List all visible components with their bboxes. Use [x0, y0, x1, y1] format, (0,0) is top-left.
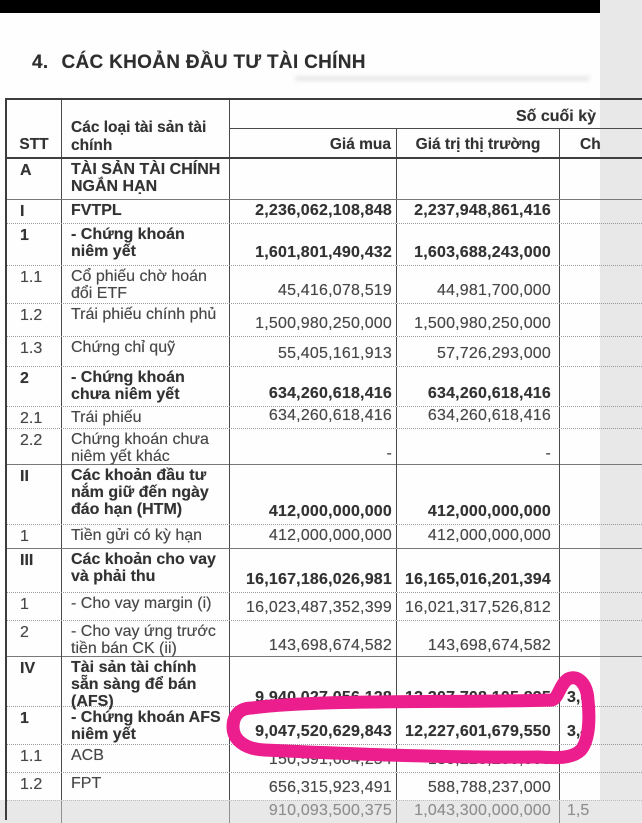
cell-market-value-text: 2,237,948,861,416	[414, 202, 551, 219]
cell-purchase-price	[230, 337, 397, 366]
table-row	[7, 744, 642, 772]
cell-market-value-text: 130,228,200,000	[427, 751, 551, 768]
cell-purchase-price	[230, 773, 397, 800]
cell-market-value	[397, 657, 560, 710]
cell-purchase-price	[230, 304, 397, 336]
scan-black-bar	[0, 0, 600, 13]
cell-market-value	[397, 159, 560, 199]
cell-market-value-text: 412,000,000,000	[427, 503, 551, 520]
table-row	[7, 159, 642, 199]
cell-stt-text: 1	[20, 596, 29, 613]
cell-purchase-price-text: 2,236,062,108,848	[255, 202, 392, 219]
cell-market-value-text: 143,698,674,582	[427, 636, 551, 654]
cell-stt-text: 1.1	[20, 748, 43, 765]
cell-asset-name	[62, 200, 230, 223]
cell-market-value	[397, 745, 560, 772]
cell-diff-clipped	[560, 465, 642, 524]
cell-diff-clipped	[560, 304, 642, 336]
cell-stt-text: 1.2	[20, 307, 43, 324]
cell-diff-clipped	[560, 549, 642, 592]
cell-asset-name-text: Trái phiếu	[71, 409, 142, 426]
cell-diff-clipped	[560, 773, 642, 800]
header-period-group	[230, 100, 642, 157]
cell-purchase-price	[230, 801, 397, 823]
cell-diff-clipped	[560, 745, 642, 772]
cell-market-value-text: 57,726,293,000	[436, 345, 551, 362]
cell-stt	[7, 525, 62, 548]
cell-purchase-price-text: 150,591,684,254	[268, 751, 392, 768]
cell-diff-clipped-text: 1,5	[567, 802, 590, 819]
cell-market-value	[397, 266, 560, 303]
cell-market-value	[397, 801, 560, 823]
cell-market-value-text: -	[545, 444, 551, 462]
cell-stt	[7, 549, 62, 592]
cell-stt	[7, 159, 62, 199]
cell-market-value-text: 1,043,300,000,000	[414, 802, 551, 819]
table-header	[7, 100, 642, 159]
cell-market-value	[397, 337, 560, 366]
cell-market-value-text: 1,500,980,250,000	[414, 315, 551, 332]
cell-diff-clipped	[560, 593, 642, 620]
cell-purchase-price-text: 634,260,618,416	[268, 385, 392, 402]
cell-market-value-text: 588,788,237,000	[427, 779, 551, 796]
cell-asset-name	[62, 801, 230, 823]
cell-market-value-text: 1,603,688,243,000	[414, 244, 551, 261]
table-row	[7, 336, 642, 366]
cell-asset-name-text: Tài sản tài chính sẵn sàng để bán (AFS)	[71, 659, 197, 710]
cell-market-value	[397, 707, 560, 744]
cell-purchase-price-text: 1,601,801,490,432	[255, 244, 392, 261]
cell-market-value	[397, 549, 560, 592]
cell-purchase-price	[230, 621, 397, 658]
table-row	[7, 772, 642, 800]
cell-purchase-price-text: 143,698,674,582	[268, 636, 392, 654]
cell-stt	[7, 337, 62, 366]
cell-asset-name-text: Cổ phiếu chờ hoán đổi ETF	[71, 268, 207, 302]
cell-stt-text: II	[20, 468, 29, 485]
section-title	[32, 52, 366, 74]
cell-purchase-price-text: 656,315,923,491	[268, 779, 392, 796]
cell-stt-text: 1.3	[20, 340, 43, 357]
cell-stt-text: I	[20, 203, 25, 220]
cell-purchase-price	[230, 159, 397, 199]
cell-asset-name	[62, 773, 230, 800]
cell-market-value	[397, 593, 560, 620]
cell-stt	[7, 773, 62, 800]
table-row	[7, 428, 642, 464]
cell-diff-clipped	[560, 429, 642, 466]
cell-purchase-price-text: 1,500,980,250,000	[255, 315, 392, 332]
cell-stt	[7, 429, 62, 466]
cell-asset-name-text: TÀI SẢN TÀI CHÍNH NGẮN HẠN	[71, 161, 221, 195]
cell-stt	[7, 266, 62, 303]
cell-asset-name	[62, 707, 230, 744]
table-row	[7, 223, 642, 265]
header-diff-clipped: Ch	[580, 136, 601, 153]
cell-stt	[7, 224, 62, 265]
cell-asset-name-text: - Cho vay ứng trước tiền bán CK (ii)	[71, 623, 216, 657]
cell-purchase-price-text: 16,167,186,026,981	[246, 571, 392, 588]
cell-asset-name-text: - Chứng khoán AFS niêm yết	[71, 709, 221, 743]
cell-diff-clipped	[560, 707, 642, 744]
cell-asset-name-text: Chứng chỉ quỹ	[71, 339, 176, 356]
cell-asset-name-text: ACB	[71, 747, 104, 764]
cell-asset-name	[62, 367, 230, 406]
cell-asset-name	[62, 621, 230, 658]
table-row	[7, 199, 642, 223]
cell-market-value	[397, 465, 560, 524]
cell-asset-name	[62, 337, 230, 366]
investments-table	[5, 98, 642, 820]
cell-diff-clipped	[560, 159, 642, 199]
cell-stt	[7, 593, 62, 620]
cell-asset-name	[62, 304, 230, 336]
cell-asset-name	[62, 525, 230, 548]
cell-market-value	[397, 525, 560, 548]
cell-diff-clipped	[560, 657, 642, 710]
scan-black-bar-rect	[0, 0, 600, 13]
cell-market-value	[397, 429, 560, 466]
table-row	[7, 592, 642, 620]
cell-stt	[7, 657, 62, 710]
header-market-value: Giá trị thị trường	[397, 129, 560, 157]
cell-asset-name-text: Trái phiếu chính phủ	[71, 306, 217, 323]
cell-purchase-price	[230, 224, 397, 265]
cell-stt-text: 1	[20, 710, 29, 727]
table-row	[7, 303, 642, 336]
cell-diff-clipped	[560, 224, 642, 265]
cell-stt-text: IV	[20, 660, 36, 677]
cell-diff-clipped	[560, 525, 642, 548]
header-subcolumns	[230, 129, 642, 157]
cell-market-value	[397, 621, 560, 658]
cell-purchase-price-text: 910,093,500,375	[268, 802, 392, 819]
cell-stt	[7, 407, 62, 428]
cell-asset-name	[62, 159, 230, 199]
cell-diff-clipped	[560, 407, 642, 428]
cell-purchase-price	[230, 707, 397, 744]
table-row	[7, 548, 642, 592]
cell-market-value	[397, 224, 560, 265]
table-row	[7, 620, 642, 656]
cell-asset-name-text: - Cho vay margin (i)	[71, 595, 212, 612]
table-row	[7, 265, 642, 303]
cell-stt	[7, 745, 62, 772]
cell-stt-text: 2.1	[20, 410, 43, 427]
cell-market-value	[397, 304, 560, 336]
cell-stt	[7, 367, 62, 406]
cell-diff-clipped	[560, 367, 642, 406]
cell-asset-name-text: FVTPL	[71, 202, 122, 219]
cell-purchase-price-text: 9,047,520,629,843	[255, 723, 392, 740]
cell-market-value	[397, 367, 560, 406]
header-period: Số cuối kỳ	[230, 100, 642, 129]
cell-market-value	[397, 773, 560, 800]
cell-market-value	[397, 200, 560, 223]
cell-stt-text: III	[20, 552, 34, 569]
cell-purchase-price-text: 45,416,078,519	[277, 282, 392, 299]
cell-diff-clipped	[560, 801, 642, 823]
cell-stt-text: 2.2	[20, 432, 43, 449]
cell-asset-name	[62, 224, 230, 265]
cell-purchase-price	[230, 200, 397, 223]
cell-asset-name	[62, 266, 230, 303]
cell-stt	[7, 304, 62, 336]
table-row	[7, 656, 642, 710]
cell-purchase-price-text: 9,940,027,056,128	[255, 689, 392, 707]
cell-stt	[7, 707, 62, 744]
section-number: 4.	[32, 52, 49, 73]
table-row	[7, 524, 642, 548]
section-title-text: CÁC KHOẢN ĐẦU TƯ TÀI CHÍNH	[61, 52, 366, 73]
table-row	[7, 406, 642, 428]
cell-market-value-text: 412,000,000,000	[427, 527, 551, 544]
cell-stt-text: 1.1	[20, 269, 43, 286]
cell-stt	[7, 465, 62, 524]
cell-asset-name	[62, 429, 230, 466]
cell-stt	[7, 801, 62, 823]
cell-purchase-price	[230, 407, 397, 428]
cell-asset-name-text: - Chứng khoán chưa niêm yết	[71, 369, 185, 403]
cell-stt-text: 2	[20, 370, 29, 387]
cell-asset-name	[62, 745, 230, 772]
cell-market-value-text: 634,260,618,416	[427, 385, 551, 402]
table-row	[7, 800, 642, 820]
cell-asset-name-text: Các khoản cho vay và phải thu	[71, 551, 216, 585]
cell-diff-clipped	[560, 200, 642, 223]
cell-stt-text: 2	[20, 624, 29, 641]
cell-asset-name	[62, 407, 230, 428]
cell-market-value-text: 12,227,601,679,550	[405, 723, 551, 740]
table-row	[7, 706, 642, 744]
cell-market-value-text: 634,260,618,416	[427, 407, 551, 424]
cell-asset-name-text: Các khoản đầu tư nắm giữ đến ngày đáo hạn (HTM)	[71, 467, 209, 518]
cell-market-value-text: 13,307,708,105,835	[405, 689, 551, 707]
cell-purchase-price-text: 634,260,618,416	[268, 407, 392, 424]
cell-purchase-price	[230, 367, 397, 406]
cell-diff-clipped-text: 3,6	[567, 689, 590, 707]
cell-purchase-price	[230, 593, 397, 620]
header-purchase-price: Giá mua	[230, 129, 397, 157]
cell-asset-name-text: - Chứng khoán niêm yết	[71, 226, 185, 260]
cell-purchase-price	[230, 745, 397, 772]
cell-asset-name	[62, 465, 230, 524]
cell-asset-name	[62, 549, 230, 592]
cell-diff-clipped	[560, 266, 642, 303]
cell-stt-text: A	[20, 162, 32, 179]
cell-purchase-price	[230, 549, 397, 592]
cell-market-value-text: 44,981,700,000	[436, 282, 551, 299]
cell-asset-name-text: FPT	[71, 775, 102, 792]
cell-stt-text: 1	[20, 227, 29, 244]
cell-market-value	[397, 407, 560, 428]
cell-diff-clipped	[560, 621, 642, 658]
table-body	[7, 159, 642, 820]
cell-stt-text: 1.2	[20, 776, 43, 793]
cell-asset-name-text: Chứng khoán chưa niêm yết khác	[71, 431, 209, 465]
cell-diff-clipped-text: 3,4	[567, 723, 590, 740]
cell-purchase-price	[230, 525, 397, 548]
cell-asset-name	[62, 657, 230, 710]
table-row	[7, 464, 642, 524]
cell-purchase-price	[230, 657, 397, 710]
cell-market-value-text: 16,165,016,201,394	[405, 571, 551, 588]
cell-purchase-price-text: 412,000,000,000	[268, 503, 392, 520]
cell-purchase-price-text: 55,405,161,913	[277, 345, 392, 362]
scan-smudge	[295, 76, 590, 81]
cell-purchase-price	[230, 266, 397, 303]
cell-diff-clipped	[560, 337, 642, 366]
cell-purchase-price-text: -	[386, 444, 392, 462]
cell-stt-text: 1	[20, 528, 29, 545]
cell-purchase-price-text: 16,023,487,352,399	[246, 599, 392, 616]
table-row	[7, 366, 642, 406]
cell-stt	[7, 200, 62, 223]
cell-stt	[7, 621, 62, 658]
header-stt: STT	[7, 100, 62, 157]
header-asset-type: Các loại tài sản tài chính	[62, 100, 230, 157]
cell-market-value-text: 16,021,317,526,812	[405, 599, 551, 616]
cell-purchase-price	[230, 465, 397, 524]
cell-purchase-price-text: 412,000,000,000	[268, 527, 392, 544]
cell-asset-name-text: Tiền gửi có kỳ hạn	[71, 527, 203, 544]
cell-asset-name	[62, 593, 230, 620]
cell-purchase-price	[230, 429, 397, 466]
